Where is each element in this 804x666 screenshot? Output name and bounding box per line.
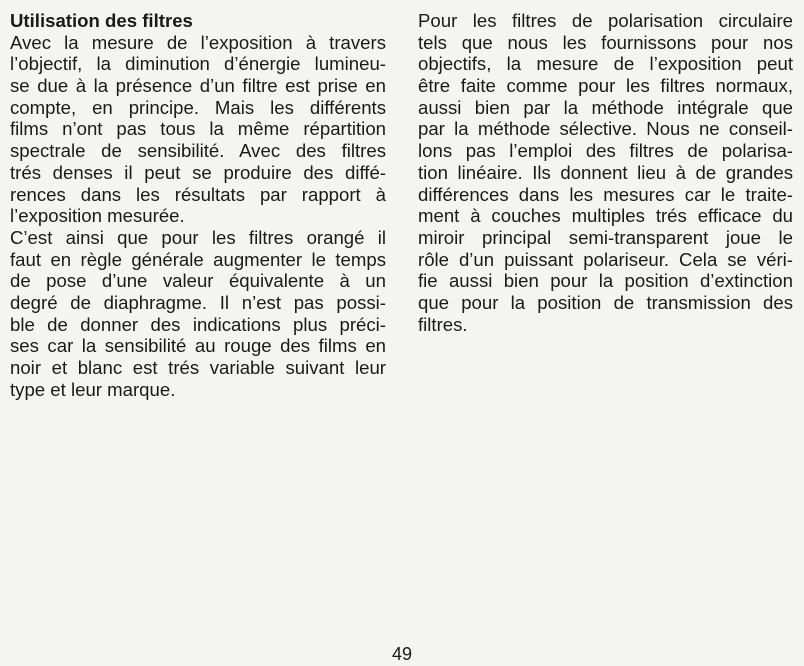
paragraph-line: fie aussi bien pour la position d’extinction bbox=[418, 270, 793, 292]
paragraph-line: différences dans les mesures car le traite- bbox=[418, 183, 793, 205]
paragraph-line: se due à la présence d’un filtre est prise en bbox=[10, 75, 386, 97]
paragraph-line: C’est ainsi que pour les filtres orangé il bbox=[10, 226, 386, 248]
paragraph-line: tels que nous les fournissons pour nos bbox=[418, 31, 793, 53]
paragraph-line: compte, en principe. Mais les différents bbox=[10, 96, 386, 118]
paragraph-line: rences dans les résultats par rapport à bbox=[10, 183, 386, 205]
paragraph-line: Pour les filtres de polarisation circulaire bbox=[418, 10, 793, 31]
paragraph-line: degré de diaphragme. Il n’est pas possi- bbox=[10, 291, 386, 313]
paragraph-line: Avec la mesure de l’exposition à travers bbox=[10, 31, 386, 53]
paragraph-line: par la méthode sélective. Nous ne conseil- bbox=[418, 118, 793, 140]
paragraph-line: ses car la sensibilité au rouge des films en bbox=[10, 335, 386, 357]
paragraph-line: spectrale de sensibilité. Avec des filtres bbox=[10, 140, 386, 162]
left-column bbox=[10, 10, 386, 400]
paragraph-line: aussi bien par la méthode intégrale que bbox=[418, 96, 793, 118]
paragraph-line: rôle d’un puissant polariseur. Cela se véri- bbox=[418, 248, 793, 270]
paragraph-line: objectifs, la mesure de l’exposition peut bbox=[418, 53, 793, 75]
right-column bbox=[418, 10, 793, 335]
paragraph-line: filtres. bbox=[418, 313, 468, 335]
paragraph-line: miroir principal semi-transparent joue le bbox=[418, 226, 793, 248]
paragraph-line: que pour la position de transmission des bbox=[418, 291, 793, 313]
page-number: 49 bbox=[391, 644, 413, 664]
section-heading: Utilisation des filtres bbox=[10, 10, 193, 31]
paragraph-line: lons pas l’emploi des filtres de polarisa- bbox=[418, 140, 793, 162]
paragraph-line: l’exposition mesurée. bbox=[10, 205, 185, 227]
paragraph-line: trés denses il peut se produire des diffé- bbox=[10, 161, 386, 183]
paragraph-line: type et leur marque. bbox=[10, 378, 176, 400]
paragraph-line: être faite comme pour les filtres normaux, bbox=[418, 75, 793, 97]
paragraph-line: ble de donner des indications plus préci- bbox=[10, 313, 386, 335]
paragraph-line: faut en règle générale augmenter le temps bbox=[10, 248, 386, 270]
paragraph-line: l’objectif, la diminution d’énergie lumineu- bbox=[10, 53, 386, 75]
paragraph-line: tion linéaire. Ils donnent lieu à de grandes bbox=[418, 161, 793, 183]
paragraph-line: ment à couches multiples trés efficace du bbox=[418, 205, 793, 227]
paragraph-line: de pose d’une valeur équivalente à un bbox=[10, 270, 386, 292]
paragraph-line: noir et blanc est trés variable suivant leur bbox=[10, 357, 386, 378]
paragraph-line: films n’ont pas tous la même répartition bbox=[10, 118, 386, 140]
